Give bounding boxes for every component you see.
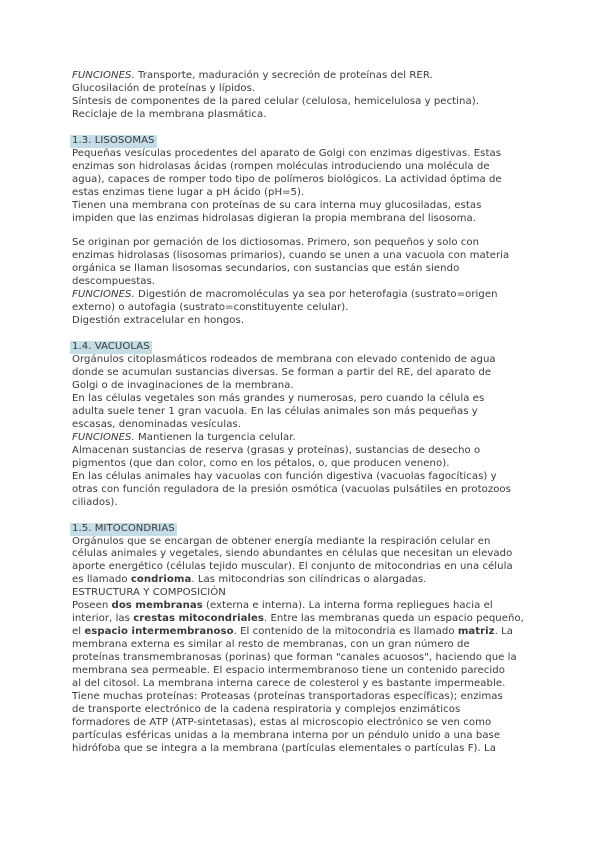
text-line: En las células vegetales son más grandes y numerosas, pero cuando la célula es	[72, 392, 485, 404]
text-span: interior, las	[72, 613, 134, 625]
text-line: formadores de ATP (ATP-sintetasas), estas al microscopio electrónico se ven como	[72, 716, 492, 728]
functions-label: FUNCIONES.	[72, 289, 135, 301]
text-span: (externa e interna). La interna forma repliegues hacia el	[202, 600, 493, 612]
text-line: Digestión extracelular en hongos.	[72, 315, 245, 327]
text-line: Tiene muchas proteínas: Proteasas (proteínas transportadoras específicas); enzimas	[72, 690, 503, 702]
text-line	[72, 432, 532, 445]
text-line: estas enzimas tiene lugar a pH ácido (pH=5).	[72, 186, 305, 198]
text-span: . Entre las membranas queda un espacio pequeño,	[263, 613, 524, 625]
text-line	[72, 626, 532, 639]
text-line: escasas, denominadas vesículas.	[72, 418, 241, 430]
text-span: es llamado	[72, 574, 131, 586]
text-line: Glucosilación de proteínas y lípidos.	[72, 82, 256, 94]
section-vacuolas	[72, 341, 532, 509]
text-line: agua), capaces de romper todo tipo de polímeros biológicos. La actividad óptima de	[72, 173, 502, 185]
text-span: Digestión de macromoléculas ya sea por heterofagia (sustrato=origen	[134, 289, 498, 301]
section-mitocondrias	[72, 523, 532, 756]
text-line: proteínas transmembranosas (porinas) que forman "canales acuosos", haciendo que la	[72, 652, 517, 664]
functions-label: FUNCIONES.	[72, 70, 135, 81]
text-line: membrana externa es similar al resto de membranas, con un gran número de	[72, 639, 470, 651]
bold-term: crestas mitocondriales	[133, 613, 264, 625]
functions-block	[72, 70, 532, 122]
bold-term: espacio intermembranoso	[84, 626, 234, 638]
text-line: otras con función reguladora de la presión osmótica (vacuolas pulsátiles en protozoos	[72, 483, 511, 495]
text-line: células animales y vegetales, siendo abundantes en células que necesitan un elevado	[72, 548, 513, 560]
spacer	[72, 510, 532, 523]
text-line: externo) o autofagia (sustrato=constituyente celular).	[72, 302, 349, 314]
text-line: partículas esféricas unidas a la membrana interna por un péndulo unido a una base	[72, 729, 501, 741]
bold-term: matriz	[457, 626, 495, 638]
text-line	[72, 289, 532, 302]
bold-term: condrioma	[130, 574, 192, 586]
text-line: impiden que las enzimas hidrolasas digieran la propia membrana del lisosoma.	[72, 212, 476, 224]
subheading: ESTRUCTURA Y COMPOSICIÓN	[72, 587, 226, 599]
text-line: Almacenan sustancias de reserva (grasas y proteínas), sustancias de desecho o	[72, 444, 481, 456]
text-span: . El contenido de la mitocondria es llamado	[233, 626, 458, 638]
text-line	[72, 70, 532, 83]
text-line: enzimas son hidrolasas ácidas (rompen moléculas introduciendo una molécula de	[72, 160, 490, 172]
text-line: pigmentos (que dan color, como en los pétalos, o, que producen veneno).	[72, 457, 450, 469]
text-span: . La	[494, 626, 514, 638]
text-line: donde se acumulan sustancias diversas. Se forman a partir del RE, del aparato de	[72, 367, 492, 379]
text-line: de transporte electrónico de la cadena respiratoria y complejos enzimáticos	[72, 703, 461, 715]
text-line: adulta suele tener 1 gran vacuola. En las células animales son más pequeñas y	[72, 405, 478, 417]
functions-label: FUNCIONES.	[72, 431, 135, 443]
text-span: el	[72, 626, 85, 638]
text-span: Poseen	[72, 600, 112, 612]
text-line: En las células animales hay vacuolas con función digestiva (vacuolas fagocíticas) y	[72, 470, 497, 482]
text-line: orgánica se llaman lisosomas secundarios, con sustancias que están siendo	[72, 263, 460, 275]
section-heading: 1.5. MITOCONDRIAS	[72, 522, 175, 534]
section-heading-line	[72, 341, 532, 354]
text-line: descompuestas.	[72, 276, 156, 288]
spacer	[72, 122, 532, 135]
text-line	[72, 613, 532, 626]
section-lisosomas	[72, 135, 532, 328]
text-line: Orgánulos que se encargan de obtener energía mediante la respiración celular en	[72, 535, 491, 547]
text-span: Transporte, maduración y secreción de proteínas del RER.	[134, 70, 433, 81]
text-line: Síntesis de componentes de la pared celular (celulosa, hemicelulosa y pectina).	[72, 95, 479, 107]
text-line: Se originan por gemación de los dictiosomas. Primero, son pequeños y solo con	[72, 237, 480, 249]
text-line: Pequeñas vesículas procedentes del aparato de Golgi con enzimas digestivas. Estas	[72, 147, 502, 159]
text-line	[72, 600, 532, 613]
spacer	[72, 328, 532, 341]
text-line: Tienen una membrana con proteínas de su cara interna muy glucosiladas, estas	[72, 199, 482, 211]
text-span: Mantienen la turgencia celular.	[134, 431, 296, 443]
section-heading-line	[72, 135, 532, 148]
spacer	[72, 225, 532, 237]
text-line: Reciclaje de la membrana plasmática.	[72, 108, 267, 120]
section-heading: 1.4. VACUOLAS	[72, 341, 150, 353]
text-line: Orgánulos citoplasmáticos rodeados de membrana con elevado contenido de agua	[72, 354, 496, 366]
text-line: enzimas hidrolasas (lisosomas primarios), cuando se unen a una vacuola con materia	[72, 250, 510, 262]
section-heading: 1.3. LISOSOMAS	[72, 134, 155, 146]
section-heading-line	[72, 523, 532, 536]
text-line	[72, 574, 532, 587]
text-line: aporte energético (células tejido muscular). El conjunto de mitocondrias en una célula	[72, 561, 513, 573]
document-page	[72, 70, 532, 756]
text-line: hidrófoba que se integra a la membrana (partículas elementales o partículas F). La	[72, 742, 496, 754]
text-line: Golgi o de invaginaciones de la membrana.	[72, 380, 294, 392]
text-line: membrana sea permeable. El espacio intermembranoso tiene un contenido parecido	[72, 665, 505, 677]
bold-term: dos membranas	[111, 600, 203, 612]
text-line: al del citosol. La membrana interna carece de colesterol y es bastante impermeable.	[72, 677, 506, 689]
text-line: ciliados).	[72, 496, 118, 508]
text-span: . Las mitocondrias son cilíndricas o alargadas.	[191, 574, 427, 586]
